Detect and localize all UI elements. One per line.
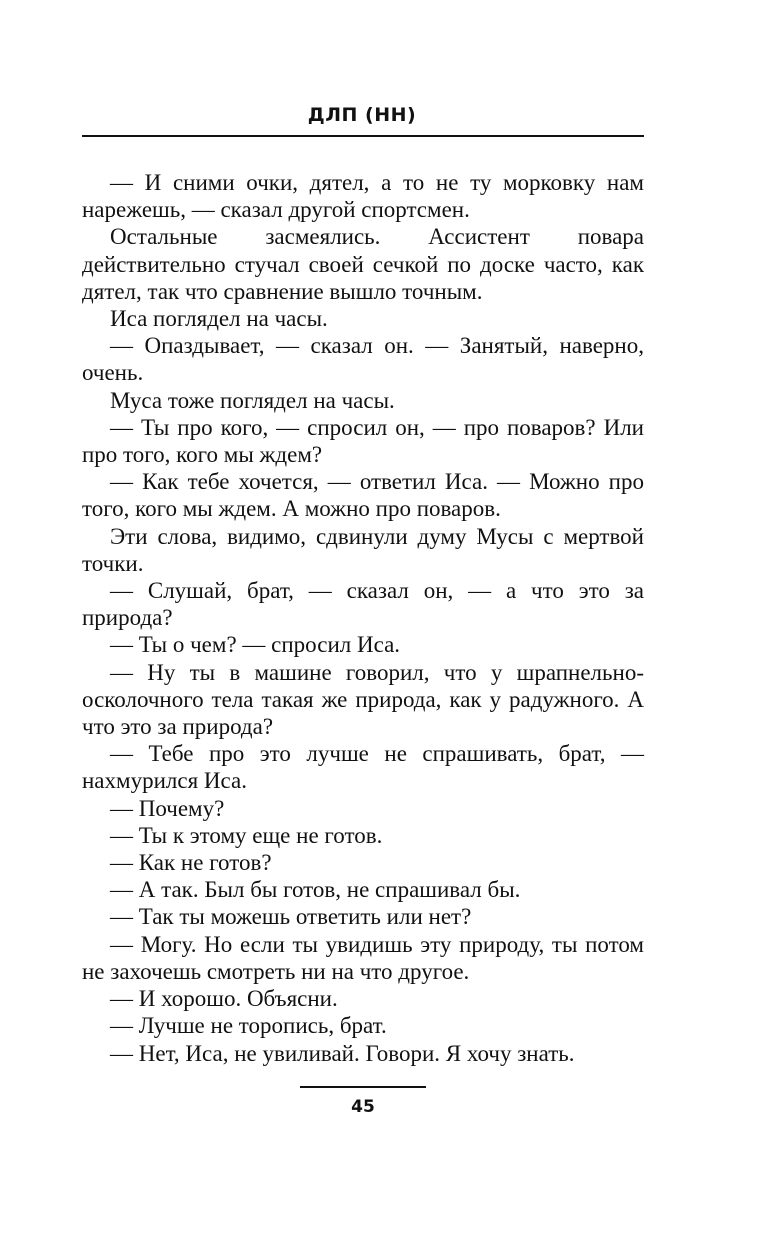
- paragraph: — Нет, Иса, не увиливай. Говори. Я хочу знать.: [110, 1040, 575, 1066]
- paragraph: — Лучше не торопись, брат.: [110, 1013, 387, 1039]
- body-text: [82, 169, 644, 1067]
- paragraph: — Ты о чем? — спросил Иса.: [110, 632, 401, 658]
- page-number: 45: [351, 1097, 375, 1117]
- paragraph: — Опаздывает, — сказал он. — Занятый, наверно, очень.: [82, 333, 644, 386]
- paragraph: — Слушай, брат, — сказал он, — а что это за природа?: [82, 578, 644, 631]
- paragraph: Эти слова, видимо, сдвинули думу Мусы с мертвой точки.: [82, 523, 644, 576]
- paragraph: — Почему?: [110, 795, 225, 821]
- paragraph: — И сними очки, дятел, а то не ту морковку нам нарежешь, — сказал другой спортсмен.: [82, 170, 644, 223]
- paragraph: Иса поглядел на часы.: [110, 306, 328, 332]
- paragraph: — Могу. Но если ты увидишь эту природу, ты потом не захочешь смотреть ни на что другое.: [82, 931, 644, 984]
- footer-rule: [300, 1086, 426, 1088]
- paragraph: — И хорошо. Объясни.: [110, 986, 338, 1012]
- paragraph: — А так. Был бы готов, не спрашивал бы.: [110, 877, 521, 903]
- paragraph: — Как тебе хочется, — ответил Иса. — Можно про того, кого мы ждем. А можно про поваров.: [82, 469, 644, 522]
- paragraph: Муса тоже поглядел на часы.: [110, 387, 395, 413]
- paragraph: — Тебе про это лучше не спрашивать, брат, — нахмурился Иса.: [82, 741, 644, 794]
- header-rule: [82, 135, 644, 137]
- paragraph: — Так ты можешь ответить или нет?: [110, 904, 472, 930]
- running-title: ДЛП (НН): [307, 104, 417, 126]
- paragraph: — Как не готов?: [110, 850, 272, 876]
- paragraph: — Ты про кого, — спросил он, — про поваров? Или про того, кого мы ждем?: [82, 414, 644, 468]
- paragraph: Остальные засмеялись. Ассистент повара действительно стучал своей сечкой по доске часто, как дятел, так что сравнение вышло точным.: [82, 224, 644, 304]
- paragraph: — Ты к этому еще не готов.: [110, 822, 383, 848]
- paragraph: — Ну ты в машине говорил, что у шрапнельно-осколочного тела такая же природа, как у радужного. А что это за природа?: [82, 659, 644, 740]
